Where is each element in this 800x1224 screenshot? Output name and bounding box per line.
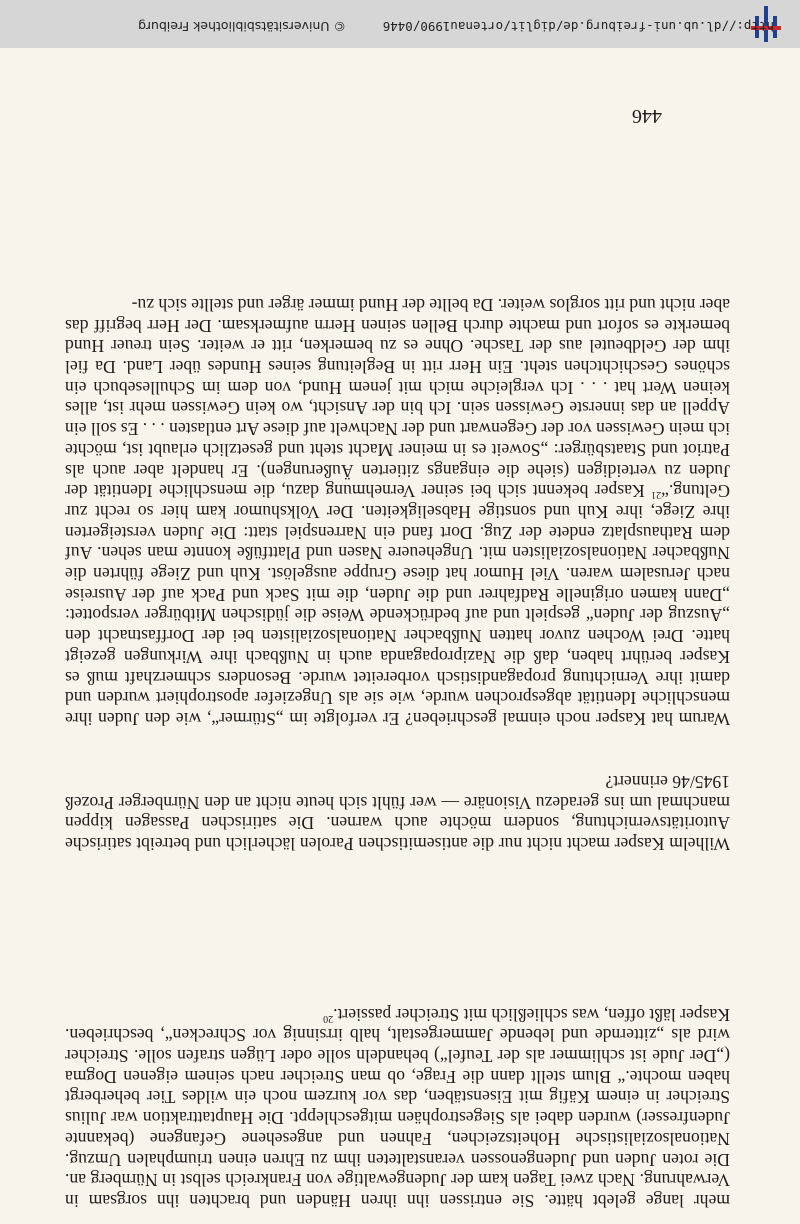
copyright-notice: © Universitätsbibliothek Freiburg [138,19,346,34]
paragraph-2 [65,771,730,854]
paragraph-1 [65,1004,730,1211]
paragraph-3-text: Warum hat Kasper noch einmal geschrieben? Er verfolgte im „Stürmer“, wie den Juden ihre menschliche Identität abgesprochen wurde, wie sie als Ungeziefer apostrophiert wurden und damit ihre Vernichtung propagandistisch vorbereitet wurde. Besonders schmerzhaft muß es Kasper berührt haben, daß die Nazipropaganda auch in Nußbach ihre Wirkungen gezeigt hatte. Drei Wochen zuvor hatten Nußbacher Nationalsozialisten bei der Dorffastnacht den „Auszug der Juden“ gespielt und auf bedrückende Weise die jüdischen Mitbürger verspottet: „Dann kamen originelle Radfahrer und die Juden, die mit Sack und Pack auf der Ausreise nach Jerusalem waren. Viel Humor hat diese Gruppe ausgelöst. Kuh und Ziege führten die Nußbacher Nationalsozialisten mit. Ungeheuere Nasen und Plattfüße konnte man sehen. Auf dem Rathausplatz endete der Zug. Dort fand ein Narrenspiel statt: Die Juden versteigerten ihre Ziege, ihre Kuh und sonstige Habseligkeiten. Der Volkshumor kam hier so recht zur Geltung.“ [65,481,730,729]
page-number: 446 [632,105,662,127]
footnote-ref-20: 20 [323,1012,334,1024]
paragraph-2-text: Wilhelm Kasper macht nicht nur die antisemitischen Parolen lächerlich und betreibt satirische Autoritätsvernichtung, sondern möchte auch warnen. Die satirischen Passagen kippen manchmal um ins geradezu Visionäre — wer fühlt sich heute nicht an den Nürnberger Prozeß 1945/46 erinnert? [65,771,730,854]
paragraph-1-text: mehr lange gelebt hätte. Sie entrissen ihn ihren Händen und brachten ihn sorgsam in Verwahrung. Nach zwei Tagen kam der Judengewaltige von Frankreich selbst in Nürnberg an. Die roten Juden und Judengenossen veranstalteten ihm zu Ehren einen triumphalen Umzug. Nationalsozialistische Hoheitszeichen, Fahnen und angesehene Gefangene (bekannte Judenfresser) wurden dabei als Siegestrophäen mitgeschleppt. Die Hauptattraktion war Julius Streicher in einem Käfig mit Eisenstäben, das vor kurzem noch ein wildes Tier beherbergt haben mochte.“ Blum stellt dann die Frage, ob man Streicher nach seinem eigenen Dogma („Der Jude ist schlimmer als der Teufel“) behandeln solle oder Lügen strafen solle. Streicher wird als „zitternde und lebende Jammergestalt, halb irrsinnig vor Schrecken“, beschrieben. Kasper läßt offen, was schließlich mit Streicher passiert. [65,1004,730,1211]
paragraph-3-continuation: Kasper bekennt sich bei seiner Vernehmung dazu, die menschliche Identität der Juden zu verteidigen (siehe die eingangs zitierten Äußerungen). Er handelt aber auch als Patriot und Staatsbürger: „Soweit es in meiner Macht steht und gesetzlich erlaubt ist, möchte ich mein Gewissen vor der Gegenwart und der Nachwelt auf diese Art entlasten . . . Es soll ein Appell an das innerste Gewissen sein. Ich bin der Ansicht, wo kein Gewissen mehr ist, alles keinen Wert hat . . . Ich vergleiche mich mit jenem Hund, von dem im Schullesebuch ein schönes Geschichtchen steht. Ein Herr ritt in Begleitung seines Hundes über Land. Da fiel ihm der Geldbeutel aus der Tasche. Ohne es zu bemerken, ritt er weiter. Sein treuer Hund bemerkte es sofort und machte durch Bellen seinen Herrn aufmerksam. Der Herr begriff das aber nicht und ritt sorglos weiter. Da bellte der Hund immer ärger und stellte sich zu- [65,294,730,502]
source-url[interactable]: http://dl.ub.uni-freiburg.de/diglit/ortenau1990/0446 [382,19,774,34]
paragraph-3 [65,294,730,729]
footnote-ref-21: 21 [651,489,662,501]
